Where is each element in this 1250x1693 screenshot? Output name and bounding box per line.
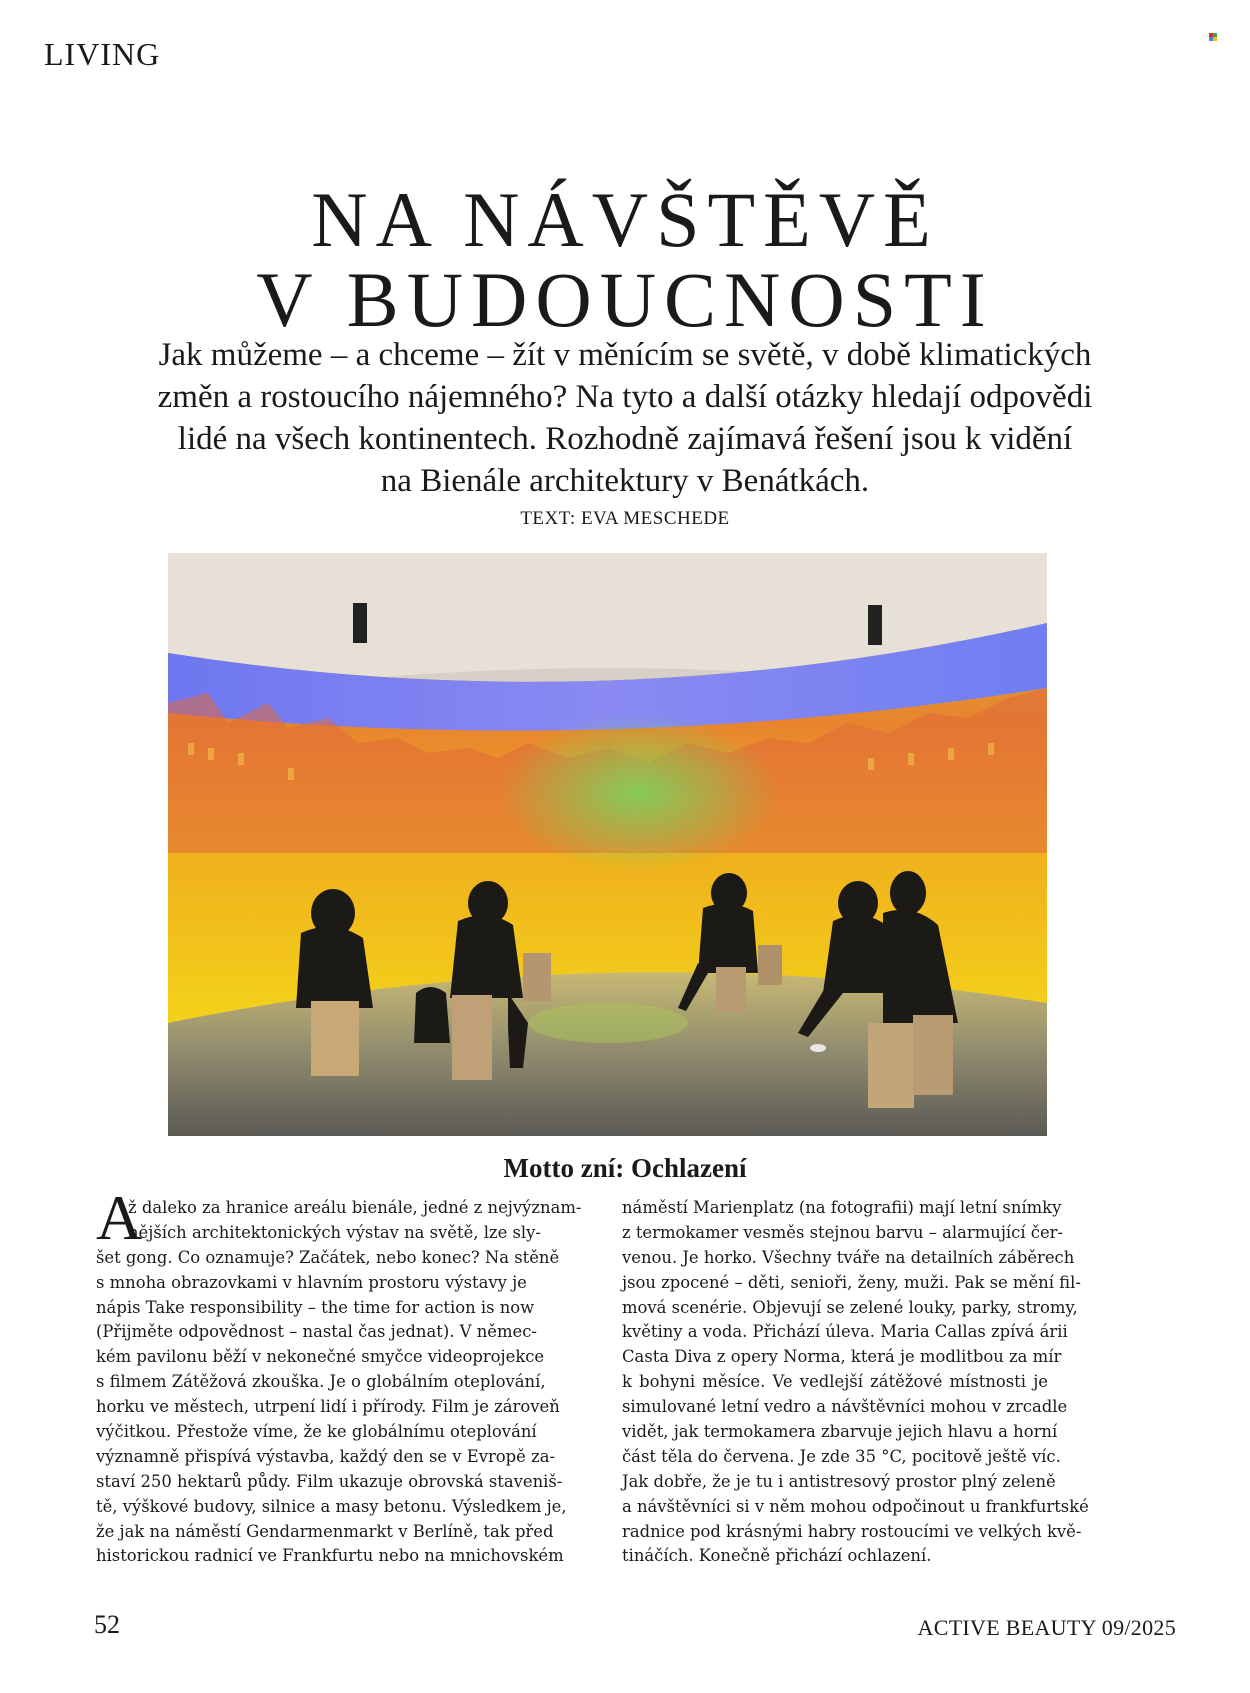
- article-title: [0, 176, 1250, 343]
- body-line: radnice pod krásnými habry rostoucími ve velkých kvě-: [622, 1521, 1082, 1541]
- body-line: z termokamer vesměs stejnou barvu – alarmující čer-: [622, 1222, 1064, 1242]
- body-line: vidět, jak termokamera zbarvuje jejich hlavu a horní: [622, 1422, 1058, 1442]
- body-line: k bohyni měsíce. Ve vedlejší zátěžové místnosti je: [622, 1372, 1048, 1392]
- body-column-left: [96, 1196, 582, 1569]
- body-line: ž daleko za hranice areálu bienále, jedné z nejvýznam-: [128, 1198, 582, 1217]
- body-line: významně přispívá výstavba, každý den se v Evropě za-: [96, 1446, 556, 1466]
- body-line: kém pavilonu běží v nekonečné smyčce videoprojekce: [96, 1347, 545, 1367]
- body-line: tináčích. Konečně přichází ochlazení.: [622, 1546, 932, 1566]
- section-label: LIVING: [44, 36, 161, 72]
- body-line: (Přijměte odpovědnost – nastal čas jednat). V němec-: [96, 1322, 537, 1342]
- byline: TEXT: EVA MESCHEDE: [520, 508, 730, 529]
- lead-line: lidé na všech kontinentech. Rozhodně zajímavá řešení jsou k vidění: [177, 421, 1073, 457]
- title-line-1: NA NÁVŠTĚVĚ: [311, 176, 939, 263]
- body-line: simulované letní vedro a návštěvníci mohou v zrcadle: [622, 1397, 1068, 1417]
- body-line: Jak dobře, že je tu i antistresový prostor plný zeleně: [622, 1471, 1056, 1491]
- drop-cap: A: [96, 1182, 143, 1253]
- body-line: jsou zpocené – děti, senioři, ženy, muži. Pak se mění fil-: [622, 1272, 1081, 1292]
- lead-paragraph: [80, 334, 1170, 502]
- body-line: s filmem Zátěžová zkouška. Je o globálním oteplování,: [96, 1372, 546, 1392]
- body-line: výčitkou. Přestože víme, že ke globálnímu oteplování: [96, 1422, 537, 1442]
- body-line: historickou radnicí ve Frankfurtu nebo na mnichovském: [96, 1546, 564, 1566]
- body-line: že jak na náměstí Gendarmenmarkt v Berlíně, tak před: [96, 1521, 554, 1541]
- body-line: staví 250 hektarů půdy. Film ukazuje obrovská staveniš-: [96, 1471, 563, 1491]
- body-line: tě, výškové budovy, silnice a masy betonu. Výsledkem je,: [96, 1496, 567, 1516]
- body-column-right: [622, 1196, 1089, 1569]
- magazine-footer: ACTIVE BEAUTY 09/2025: [917, 1615, 1176, 1640]
- body-line: Casta Diva z opery Norma, která je modlitbou za mír: [622, 1347, 1062, 1367]
- photo-caption: Motto zní: Ochlazení: [503, 1153, 747, 1183]
- body-line: mová scenérie. Objevují se zelené louky, parky, stromy,: [622, 1297, 1078, 1317]
- body-line: nějších architektonických výstav na světě, lze sly-: [128, 1222, 541, 1242]
- body-line: nápis Take responsibility – the time for action is now: [96, 1297, 535, 1317]
- body-line: květiny a voda. Přichází úleva. Maria Callas zpívá árii: [622, 1322, 1068, 1342]
- lead-line: na Bienále architektury v Benátkách.: [380, 463, 870, 499]
- body-line: horku ve městech, utrpení lidí i přírody. Film je zároveň: [96, 1397, 560, 1417]
- lead-line: změn a rostoucího nájemného? Na tyto a další otázky hledají odpovědi: [157, 379, 1093, 415]
- body-line: šet gong. Co oznamuje? Začátek, nebo konec? Na stěně: [96, 1247, 560, 1267]
- body-line: a návštěvníci si v něm mohou odpočinout u frankfurtské: [622, 1496, 1089, 1516]
- title-line-2: V BUDOUCNOSTI: [256, 256, 994, 343]
- exhibition-photo: [168, 553, 1047, 1136]
- body-line: venou. Je horko. Všechny tváře na detailních záběrech: [622, 1247, 1075, 1267]
- body-line: část těla do červena. Je zde 35 °C, pocitově ještě víc.: [622, 1446, 1061, 1466]
- body-line: s mnoha obrazovkami v hlavním prostoru výstavy je: [96, 1272, 527, 1292]
- lead-line: Jak můžeme – a chceme – žít v měnícím se světě, v době klimatických: [158, 337, 1092, 373]
- page-number: 52: [94, 1610, 120, 1639]
- corner-color-mark: [1209, 33, 1219, 41]
- body-line: náměstí Marienplatz (na fotografii) mají letní snímky: [622, 1198, 1062, 1217]
